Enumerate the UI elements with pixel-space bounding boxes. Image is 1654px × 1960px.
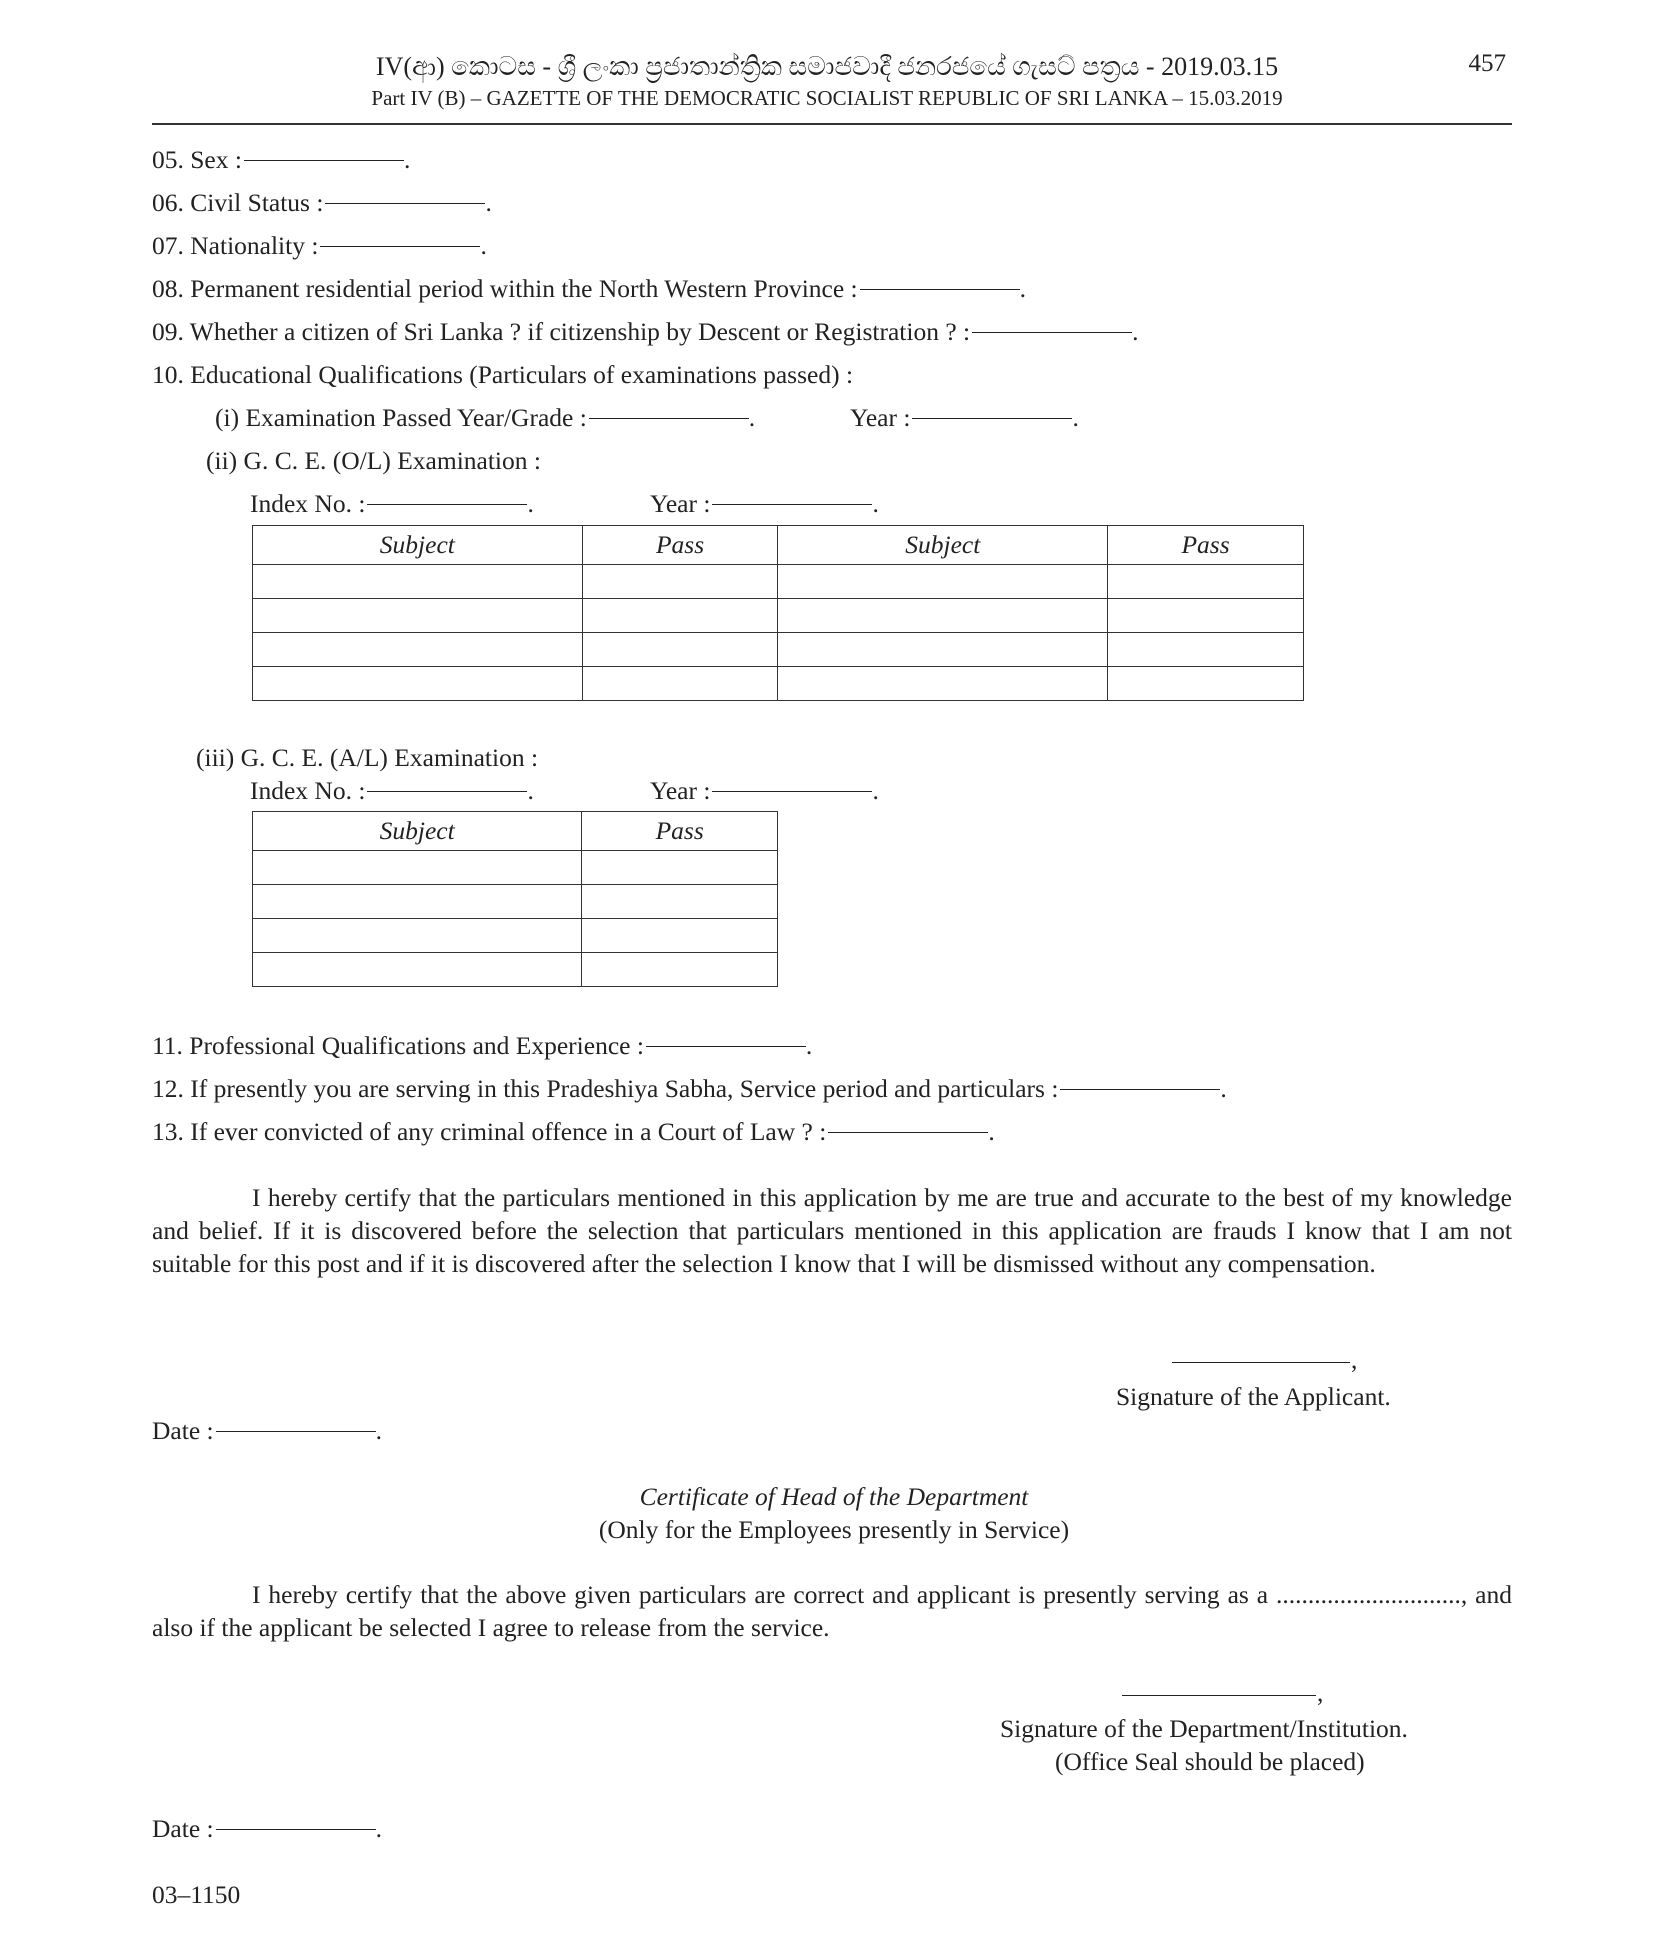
- ol-header-subject-2: Subject: [778, 526, 1108, 565]
- field-exam-passed-grade-period: .: [748, 403, 756, 432]
- field-professional-qualifications: [152, 1031, 812, 1061]
- field-service-period-blank[interactable]: [1060, 1088, 1220, 1090]
- table-row: [253, 953, 778, 987]
- field-ol-index-blank[interactable]: [367, 503, 527, 505]
- table-cell[interactable]: [778, 667, 1108, 701]
- header-rule: [152, 123, 1512, 125]
- field-civil-status-label: 06. Civil Status :: [152, 188, 324, 217]
- table-cell[interactable]: [1108, 633, 1304, 667]
- field-ol-index: [250, 489, 534, 519]
- certificate-text: [152, 1578, 1512, 1644]
- table-cell[interactable]: [253, 885, 582, 919]
- field-al-year-label: Year :: [650, 776, 711, 805]
- table-cell[interactable]: [582, 885, 778, 919]
- field-al-index-label: Index No. :: [250, 776, 366, 805]
- table-cell[interactable]: [253, 953, 582, 987]
- al-header-subject: Subject: [253, 812, 582, 851]
- table-cell[interactable]: [778, 633, 1108, 667]
- field-criminal-offence: [152, 1117, 995, 1147]
- department-date: [152, 1814, 382, 1844]
- field-citizenship-period: .: [1132, 317, 1139, 346]
- field-exam-passed-grade: [215, 403, 755, 433]
- field-residential-period-period: .: [1019, 274, 1027, 303]
- table-row: [253, 885, 778, 919]
- table-cell[interactable]: [1108, 565, 1304, 599]
- table-cell[interactable]: [778, 565, 1108, 599]
- field-nationality-label: 07. Nationality :: [152, 231, 319, 260]
- applicant-signature-label: Signature of the Applicant.: [1116, 1382, 1391, 1411]
- field-nationality-period: .: [480, 231, 487, 260]
- field-service-period-label: 12. If presently you are serving in this Pradeshiya Sabha, Service period and particulars :: [152, 1074, 1059, 1103]
- field-criminal-offence-period: .: [988, 1117, 995, 1146]
- field-al-index: [250, 776, 534, 806]
- table-cell[interactable]: [582, 667, 778, 701]
- department-date-label: Date :: [152, 1814, 214, 1843]
- header-title-english: Part IV (B) – GAZETTE OF THE DEMOCRATIC SOCIALIST REPUBLIC OF SRI LANKA – 15.03.2019: [371, 86, 1283, 110]
- field-criminal-offence-blank[interactable]: [828, 1131, 988, 1133]
- department-date-blank[interactable]: [216, 1828, 376, 1830]
- field-professional-qualifications-label: 11. Professional Qualifications and Experience :: [152, 1031, 644, 1060]
- al-results-table: [252, 811, 778, 987]
- table-row: [253, 599, 1304, 633]
- field-al-year: [650, 776, 879, 806]
- field-sex: [152, 145, 410, 175]
- field-exam-passed-year-label: Year :: [850, 403, 911, 432]
- table-cell[interactable]: [1108, 667, 1304, 701]
- table-cell[interactable]: [253, 919, 582, 953]
- field-ol-year-period: .: [872, 489, 879, 518]
- applicant-date: [152, 1416, 382, 1446]
- field-educational-qualifications: 10. Educational Qualifications (Particulars of examinations passed) :: [152, 360, 854, 389]
- table-row: [253, 851, 778, 885]
- field-sex-period: .: [403, 145, 411, 174]
- field-citizenship: [152, 317, 1138, 347]
- department-date-period: .: [375, 1814, 382, 1843]
- table-cell[interactable]: [582, 953, 778, 987]
- department-signature-label: Signature of the Department/Institution.: [1000, 1714, 1408, 1743]
- table-cell[interactable]: [253, 599, 583, 633]
- applicant-declaration: [152, 1181, 1512, 1280]
- department-signature-comma: ,: [1317, 1678, 1324, 1707]
- field-residential-period-label: 08. Permanent residential period within the North Western Province :: [152, 274, 858, 303]
- department-signature-line[interactable]: [1122, 1694, 1316, 1696]
- applicant-date-period: .: [375, 1416, 382, 1445]
- applicant-date-blank[interactable]: [216, 1430, 376, 1432]
- field-al-year-blank[interactable]: [712, 790, 872, 792]
- field-sex-blank[interactable]: [244, 159, 404, 161]
- certificate-title: Certificate of Head of the Department: [639, 1482, 1029, 1511]
- field-exam-passed-year-period: .: [1072, 403, 1079, 432]
- table-cell[interactable]: [582, 599, 778, 633]
- al-table-header-row: [253, 812, 778, 851]
- table-row: [253, 565, 1304, 599]
- field-ol-year-label: Year :: [650, 489, 711, 518]
- field-exam-passed-grade-label: (i) Examination Passed Year/Grade :: [215, 403, 587, 432]
- field-ol-examination: (ii) G. C. E. (O/L) Examination :: [206, 446, 541, 475]
- ol-table-header-row: [253, 526, 1304, 565]
- ol-header-subject-1: Subject: [253, 526, 583, 565]
- field-residential-period: [152, 274, 1026, 304]
- table-cell[interactable]: [253, 851, 582, 885]
- field-exam-passed-grade-blank[interactable]: [589, 417, 749, 419]
- field-professional-qualifications-blank[interactable]: [646, 1045, 806, 1047]
- field-al-index-blank[interactable]: [367, 790, 527, 792]
- table-cell[interactable]: [582, 919, 778, 953]
- field-service-period: [152, 1074, 1227, 1104]
- table-cell[interactable]: [582, 565, 778, 599]
- table-cell[interactable]: [1108, 599, 1304, 633]
- applicant-declaration-text: I hereby certify that the particulars mentioned in this application by me are true and accurate to the best of my knowledge and belief. If it is discovered before the selection that particulars mentioned in this application are frauds I know that I am not suitable for this post and if it is discovered after the selection I know that I will be dismissed without any compensation.: [152, 1183, 1512, 1278]
- field-exam-passed-year-blank[interactable]: [912, 417, 1072, 419]
- applicant-signature-comma: ,: [1351, 1345, 1358, 1374]
- field-sex-label: 05. Sex :: [152, 145, 242, 174]
- applicant-date-label: Date :: [152, 1416, 214, 1445]
- field-residential-period-blank[interactable]: [860, 288, 1020, 290]
- ol-header-pass-2: Pass: [1108, 526, 1304, 565]
- field-nationality-blank[interactable]: [320, 245, 480, 247]
- table-cell[interactable]: [582, 633, 778, 667]
- field-citizenship-blank[interactable]: [972, 331, 1132, 333]
- table-cell[interactable]: [253, 633, 583, 667]
- field-citizenship-label: 09. Whether a citizen of Sri Lanka ? if citizenship by Descent or Registration ? :: [152, 317, 971, 346]
- certificate-text-body: I hereby certify that the above given particulars are correct and applicant is presently serving as a ............................., and also if the applicant be selected I agree to release from the service.: [152, 1580, 1512, 1642]
- field-civil-status: [152, 188, 492, 218]
- field-civil-status-blank[interactable]: [325, 202, 485, 204]
- field-al-year-period: .: [872, 776, 879, 805]
- al-header-pass: Pass: [582, 812, 778, 851]
- field-nationality: [152, 231, 487, 261]
- header-title-sinhala: IV(ආ) කොටස - ශ්‍රී ලංකා ප්‍රජාතාන්ත්‍රික සමාජවාදී ජනරජයේ ගැසට් පත්‍රය - 2019.03.15: [375, 52, 1279, 81]
- table-cell[interactable]: [253, 565, 583, 599]
- page-number: 457: [1468, 50, 1506, 77]
- table-row: [253, 919, 778, 953]
- ol-results-table: [252, 525, 1304, 701]
- footer-reference: 03–1150: [152, 1880, 241, 1909]
- field-civil-status-period: .: [485, 188, 492, 217]
- field-criminal-offence-label: 13. If ever convicted of any criminal offence in a Court of Law ? :: [152, 1117, 827, 1146]
- certificate-subtitle: (Only for the Employees presently in Service): [598, 1515, 1070, 1544]
- field-ol-index-label: Index No. :: [250, 489, 366, 518]
- ol-header-pass-1: Pass: [582, 526, 778, 565]
- field-ol-year: [650, 489, 879, 519]
- table-row: [253, 667, 1304, 701]
- table-row: [253, 633, 1304, 667]
- table-cell[interactable]: [778, 599, 1108, 633]
- field-al-index-period: .: [527, 776, 534, 805]
- field-ol-index-period: .: [527, 489, 534, 518]
- field-al-examination: (iii) G. C. E. (A/L) Examination :: [196, 743, 539, 772]
- field-professional-qualifications-period: .: [805, 1031, 813, 1060]
- field-service-period-period: .: [1220, 1074, 1227, 1103]
- office-seal-note: (Office Seal should be placed): [1055, 1747, 1365, 1776]
- field-ol-year-blank[interactable]: [712, 503, 872, 505]
- table-cell[interactable]: [582, 851, 778, 885]
- field-exam-passed-year: [850, 403, 1079, 433]
- applicant-signature-line[interactable]: [1172, 1361, 1350, 1363]
- table-cell[interactable]: [253, 667, 583, 701]
